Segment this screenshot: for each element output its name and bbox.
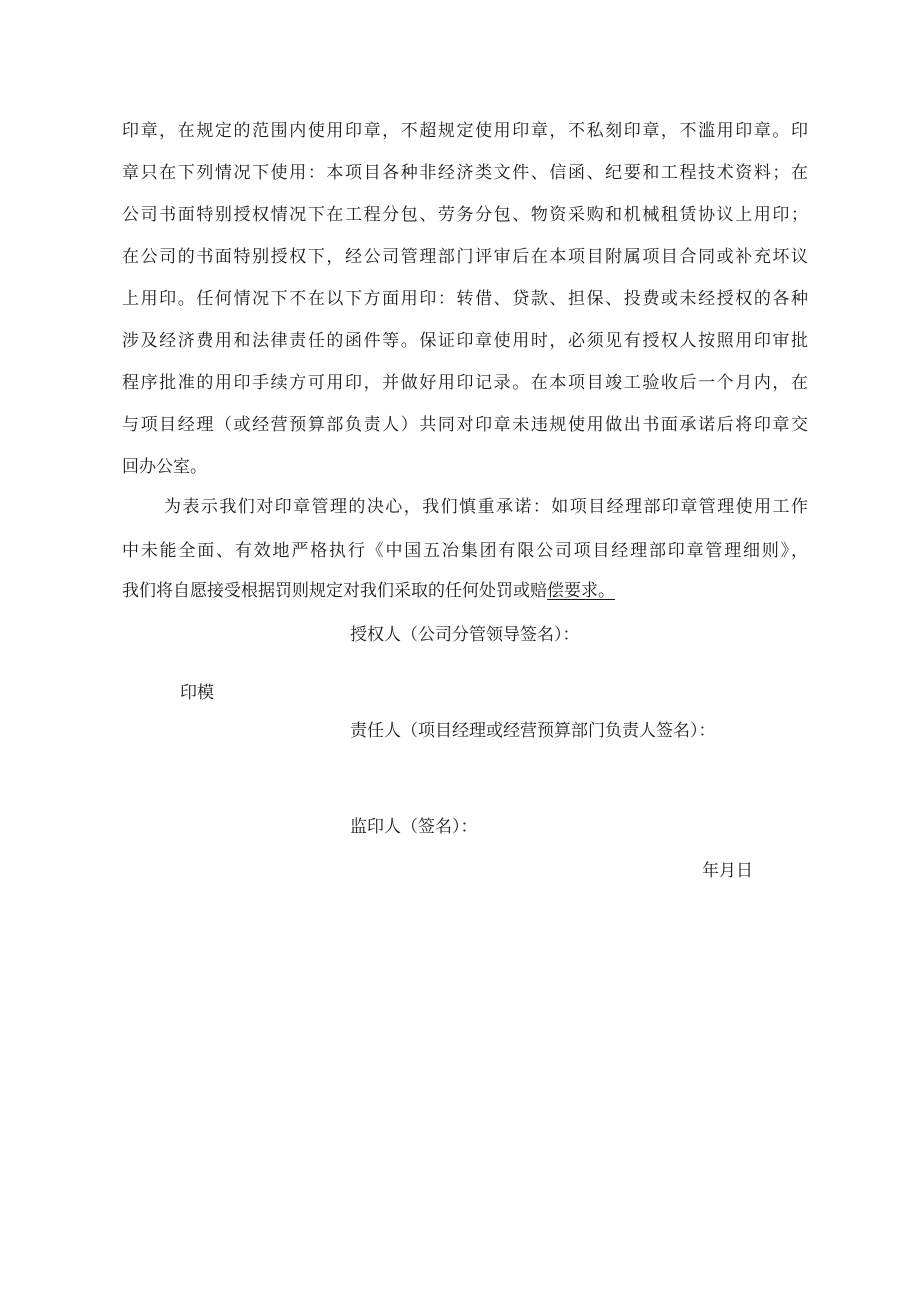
- paragraph-line: 回办公室。: [122, 457, 207, 477]
- paragraph-line: 印章，在规定的范围内使用印章，不超规定使用印章，不私刻印章，不滥用印章。印: [122, 121, 808, 141]
- commitment-line: 中未能全面、有效地严格执行《中国五冶集团有限公司项目经理部印章管理细则》，: [122, 541, 808, 561]
- paragraph-line: 章只在下列情况下使用：本项目各种非经济类文件、信函、纪要和工程技术资料；在: [122, 163, 808, 183]
- seal-sample-label: 印模: [180, 683, 214, 703]
- authorizer-signature-label: 授权人（公司分管领导签名）：: [350, 625, 580, 645]
- paragraph-line: 涉及经济费用和法律责任的函件等。保证印章使用时，必须见有授权人按照用印审批: [122, 331, 808, 351]
- paragraph-line: 与项目经理（或经营预算部负责人）共同对印章未违规使用做出书面承诺后将印章交: [122, 415, 808, 435]
- underlined-text: 偿要求。: [547, 581, 615, 601]
- paragraph-line: 在公司的书面特别授权下，经公司管理部门评审后在本项目附属项目合同或补充坏议: [122, 247, 808, 267]
- paragraph-line: 上用印。任何情况下不在以下方面用印：转借、贷款、担保、投费或未经授权的各种: [122, 289, 808, 309]
- paragraph-line: 公司书面特别授权情况下在工程分包、劳务分包、物资采购和机械租赁协议上用印；: [122, 205, 808, 225]
- date-label: 年月日: [702, 861, 753, 881]
- seal-supervisor-signature-label: 监印人（签名）：: [350, 817, 478, 837]
- paragraph-line: 程序批准的用印手续方可用印，并做好用印记录。在本项目竣工验收后一个月内，在: [122, 373, 808, 393]
- commitment-line: 为表示我们对印章管理的决心，我们慎重承诺：如项目经理部印章管理使用工作: [164, 497, 808, 517]
- responsible-person-signature-label: 责任人（项目经理或经营预算部门负责人签名）：: [350, 721, 716, 741]
- commitment-text: 我们将自愿接受根据罚则规定对我们采取的任何处罚或赔: [122, 581, 547, 601]
- commitment-line-last: [122, 580, 808, 602]
